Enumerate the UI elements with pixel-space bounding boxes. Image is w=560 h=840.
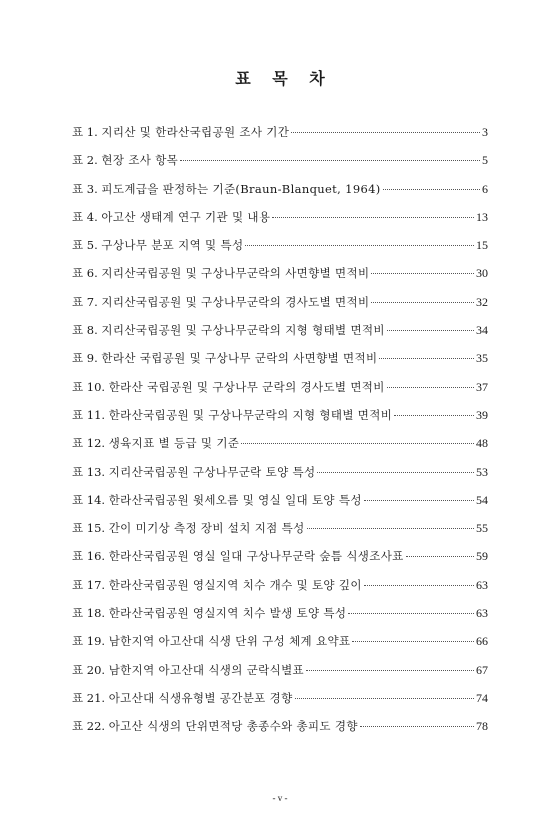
toc-entry[interactable]: [72, 265, 488, 293]
toc-entry[interactable]: [72, 464, 488, 492]
toc-entry[interactable]: [72, 577, 488, 605]
toc-entry-label: 표 3.: [72, 181, 98, 196]
toc-entry-title: 지리산국립공원 구상나무군락 토양 특성: [108, 464, 316, 479]
toc-entry-label: 표 2.: [72, 153, 98, 168]
page-title: 표 목 차: [235, 69, 333, 88]
toc-entry-label: 표 17.: [72, 577, 106, 592]
toc-entry[interactable]: [72, 124, 488, 152]
toc-entry-title: 남한지역 아고산대 식생 단위 구성 체계 요약표: [108, 634, 351, 649]
toc-dot-leader: [364, 584, 474, 586]
toc-entry-label: 표 14.: [72, 492, 106, 507]
toc-entry[interactable]: [72, 152, 488, 180]
toc-dot-leader: [360, 725, 474, 727]
page-number: - v -: [272, 793, 288, 803]
toc-entry-title: 지리산국립공원 및 구상나무군락의 지형 형태별 면적비: [101, 323, 385, 338]
toc-dot-leader: [306, 669, 474, 671]
toc-entry-title: 지리산 및 한라산국립공원 조사 기간: [101, 125, 290, 139]
toc-entry-label: 표 12.: [72, 436, 106, 451]
toc-entry-page: 59: [476, 549, 488, 564]
toc-entry[interactable]: [72, 520, 488, 548]
toc-entry-label: 표 16.: [72, 549, 106, 564]
toc-entry-page: 30: [476, 266, 488, 281]
toc-entry-page: 66: [476, 634, 488, 649]
toc-entry-page: 63: [476, 577, 488, 592]
toc-entry[interactable]: [72, 662, 488, 690]
toc-entry-label: 표 6.: [72, 266, 98, 281]
toc-entry-title: 간이 미기상 측정 장비 설치 지점 특성: [108, 521, 305, 536]
toc-entry-label: 표 7.: [72, 294, 98, 309]
toc-entry-page: 53: [476, 464, 488, 479]
toc-dot-leader: [379, 357, 474, 359]
toc-entry[interactable]: [72, 435, 488, 463]
toc-entry[interactable]: [72, 492, 488, 520]
toc-entry-label: 표 5.: [72, 238, 98, 253]
toc-entry-title: 생육지표 별 등급 및 기준: [108, 436, 240, 451]
toc-entry-label: 표 9.: [72, 351, 98, 366]
toc-entry-label: 표 21.: [72, 690, 106, 705]
toc-entry-page: 3: [482, 125, 488, 139]
toc-dot-leader: [364, 499, 474, 501]
toc-entry-page: 54: [476, 492, 488, 507]
toc-dot-leader: [348, 612, 474, 614]
toc-entry-title: 아고산 식생의 단위면적당 총종수와 총피도 경향: [108, 719, 358, 734]
toc-dot-leader: [245, 244, 474, 246]
toc-entry-title: 구상나무 분포 지역 및 특성: [101, 238, 244, 253]
toc-entry-title: 남한지역 아고산대 식생의 군락식별표: [108, 662, 304, 677]
toc-entry-page: 35: [476, 351, 488, 366]
toc-dot-leader: [291, 131, 480, 133]
toc-entry-page: 48: [476, 436, 488, 451]
toc-entry[interactable]: [72, 379, 488, 407]
toc-dot-leader: [383, 188, 480, 190]
toc-entry-title: 한라산국립공원 영실지역 치수 개수 및 토양 깊이: [108, 577, 362, 592]
table-of-contents: [72, 124, 488, 747]
toc-dot-leader: [272, 216, 474, 218]
toc-entry[interactable]: [72, 322, 488, 350]
toc-entry[interactable]: [72, 633, 488, 661]
toc-entry-label: 표 18.: [72, 606, 106, 621]
toc-entry-page: 32: [476, 294, 488, 309]
toc-dot-leader: [406, 555, 474, 557]
toc-entry-title: 아고산대 식생유형별 공간분포 경향: [108, 690, 293, 705]
toc-entry-title: 한라산국립공원 및 구상나무군락의 지형 형태별 면적비: [108, 407, 393, 422]
toc-dot-leader: [307, 527, 474, 529]
toc-entry-page: 5: [482, 153, 488, 168]
toc-entry-title: 한라산국립공원 영실지역 치수 발생 토양 특성: [108, 606, 347, 621]
toc-entry-title: 피도계급을 판정하는 기준(Braun-Blanquet, 1964): [101, 181, 381, 196]
toc-entry[interactable]: [72, 718, 488, 746]
toc-dot-leader: [394, 414, 474, 416]
toc-entry-title: 한라산 국립공원 및 구상나무 군락의 경사도별 면적비: [108, 379, 385, 394]
toc-entry-label: 표 19.: [72, 634, 106, 649]
toc-entry[interactable]: [72, 605, 488, 633]
toc-dot-leader: [241, 442, 474, 444]
toc-entry-label: 표 22.: [72, 719, 106, 734]
toc-entry-title: 아고산 생태계 연구 기관 및 내용: [101, 209, 271, 224]
toc-entry-title: 지리산국립공원 및 구상나무군락의 경사도별 면적비: [101, 294, 370, 309]
toc-entry[interactable]: [72, 350, 488, 378]
toc-entry-page: 67: [476, 662, 488, 677]
toc-dot-leader: [371, 272, 474, 274]
toc-entry-page: 39: [476, 407, 488, 422]
toc-entry-label: 표 11.: [72, 407, 106, 422]
toc-dot-leader: [295, 697, 474, 699]
toc-entry[interactable]: [72, 237, 488, 265]
toc-dot-leader: [387, 329, 474, 331]
toc-entry-label: 표 1.: [72, 125, 98, 139]
toc-entry-page: 74: [476, 690, 488, 705]
toc-dot-leader: [371, 301, 474, 303]
toc-entry[interactable]: [72, 181, 488, 209]
toc-entry-title: 한라산국립공원 윗세오름 및 영실 일대 토양 특성: [108, 492, 362, 507]
toc-entry-label: 표 8.: [72, 323, 98, 338]
toc-dot-leader: [180, 159, 480, 161]
toc-entry-label: 표 10.: [72, 379, 106, 394]
toc-entry-page: 15: [476, 238, 488, 253]
toc-entry-page: 55: [476, 521, 488, 536]
toc-entry-title: 한라산국립공원 영실 일대 구상나무군락 숲틈 식생조사표: [108, 549, 404, 564]
toc-entry[interactable]: [72, 407, 488, 435]
toc-entry-page: 13: [476, 209, 488, 224]
toc-entry-page: 37: [476, 379, 488, 394]
toc-entry-page: 78: [476, 719, 488, 734]
toc-entry-label: 표 13.: [72, 464, 106, 479]
toc-entry[interactable]: [72, 294, 488, 322]
toc-entry-page: 34: [476, 323, 488, 338]
toc-entry-label: 표 15.: [72, 521, 106, 536]
toc-entry-label: 표 4.: [72, 209, 98, 224]
toc-entry-label: 표 20.: [72, 662, 106, 677]
toc-entry[interactable]: [72, 209, 488, 237]
toc-entry-title: 한라산 국립공원 및 구상나무 군락의 사면향별 면적비: [101, 351, 378, 366]
toc-entry[interactable]: [72, 690, 488, 718]
toc-entry-title: 지리산국립공원 및 구상나무군락의 사면향별 면적비: [101, 266, 370, 281]
toc-entry-page: 6: [482, 181, 488, 196]
toc-dot-leader: [352, 640, 474, 642]
toc-entry-page: 63: [476, 606, 488, 621]
toc-dot-leader: [387, 386, 474, 388]
toc-entry[interactable]: [72, 548, 488, 576]
toc-dot-leader: [317, 471, 474, 473]
toc-entry-title: 현장 조사 항목: [101, 153, 179, 168]
